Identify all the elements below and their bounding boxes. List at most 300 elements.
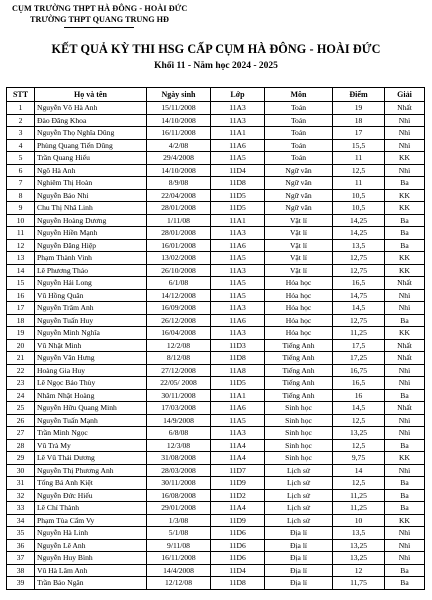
cell-score: 14,75 [333, 289, 385, 302]
cell-dob: 12/3/08 [147, 439, 211, 452]
cell-class: 11A3 [211, 264, 265, 277]
cell-score: 14 [333, 464, 385, 477]
cell-dob: 6/8/08 [147, 427, 211, 440]
cell-stt: 11 [7, 227, 35, 240]
table-row [7, 289, 425, 302]
cell-score: 12,5 [333, 439, 385, 452]
cell-award: Ba [385, 227, 425, 240]
cell-name: Phùng Quang Tiến Dũng [35, 139, 147, 152]
cell-class: 11A3 [211, 114, 265, 127]
table-row [7, 514, 425, 527]
cell-award: Ba [385, 239, 425, 252]
column-header-award: Giải [385, 88, 425, 102]
cell-name: Nguyễn Trâm Anh [35, 302, 147, 315]
cell-class: 11A4 [211, 502, 265, 515]
cell-subject: Lịch sử [265, 489, 333, 502]
cell-name: Nguyễn Hải Long [35, 277, 147, 290]
cell-award: Nhì [385, 127, 425, 140]
cell-award: Nhì [385, 377, 425, 390]
cell-name: Vũ Hà Lâm Anh [35, 564, 147, 577]
cell-name: Tống Bá Anh Kiệt [35, 477, 147, 490]
cell-dob: 13/02/2008 [147, 252, 211, 265]
cell-score: 19 [333, 102, 385, 115]
cell-dob: 31/08/2008 [147, 452, 211, 465]
cell-score: 17,5 [333, 339, 385, 352]
cell-name: Đào Đăng Khoa [35, 114, 147, 127]
cell-name: Nguyễn Minh Nghĩa [35, 327, 147, 340]
cell-award: Ba [385, 564, 425, 577]
table-row [7, 339, 425, 352]
table-row [7, 327, 425, 340]
cell-award: KK [385, 252, 425, 265]
cell-score: 10,5 [333, 189, 385, 202]
cell-subject: Toán [265, 102, 333, 115]
cell-subject: Vật lí [265, 239, 333, 252]
table-row [7, 414, 425, 427]
cell-stt: 21 [7, 352, 35, 365]
cell-dob: 12/12/08 [147, 577, 211, 590]
cell-class: 11A6 [211, 402, 265, 415]
cell-score: 16 [333, 389, 385, 402]
cell-name: Nguyễn Đức Hiếu [35, 489, 147, 502]
cell-name: Vũ Nhật Minh [35, 339, 147, 352]
table-row [7, 114, 425, 127]
cell-dob: 1/3/08 [147, 514, 211, 527]
cell-class: 11D4 [211, 164, 265, 177]
cell-stt: 29 [7, 452, 35, 465]
cell-stt: 19 [7, 327, 35, 340]
cell-name: Nguyễn Thị Phương Anh [35, 464, 147, 477]
cell-subject: Ngữ văn [265, 164, 333, 177]
cell-score: 15,5 [333, 139, 385, 152]
cell-award: KK [385, 189, 425, 202]
cell-dob: 22/05/ 2008 [147, 377, 211, 390]
cell-stt: 16 [7, 289, 35, 302]
cell-class: 11D9 [211, 477, 265, 490]
cell-stt: 7 [7, 177, 35, 190]
cell-subject: Lịch sử [265, 477, 333, 490]
cell-subject: Sinh học [265, 452, 333, 465]
cell-subject: Ngữ văn [265, 177, 333, 190]
cell-class: 11A5 [211, 152, 265, 165]
cell-name: Trần Bảo Ngân [35, 577, 147, 590]
cell-name: Nguyễn Hiền Mạnh [35, 227, 147, 240]
cell-dob: 17/03/2008 [147, 402, 211, 415]
cell-score: 9,75 [333, 452, 385, 465]
cell-dob: 16/01/2008 [147, 239, 211, 252]
cell-name: Nguyễn Lê Anh [35, 539, 147, 552]
header-underline [64, 27, 134, 28]
cell-score: 12,5 [333, 414, 385, 427]
cell-dob: 14/4/2008 [147, 564, 211, 577]
cell-dob: 22/04/2008 [147, 189, 211, 202]
cell-name: Nguyễn Vân Hưng [35, 352, 147, 365]
cell-stt: 24 [7, 389, 35, 402]
cell-subject: Toán [265, 114, 333, 127]
table-row [7, 139, 425, 152]
cell-name: Ngô Hà Anh [35, 164, 147, 177]
cell-dob: 16/11/2008 [147, 552, 211, 565]
results-table-body [7, 102, 425, 590]
cell-class: 11A1 [211, 214, 265, 227]
cell-class: 11D8 [211, 577, 265, 590]
cell-dob: 28/01/2008 [147, 202, 211, 215]
cell-score: 13,25 [333, 552, 385, 565]
table-row [7, 464, 425, 477]
cell-award: Nhì [385, 427, 425, 440]
cell-award: Ba [385, 477, 425, 490]
cell-class: 11D7 [211, 464, 265, 477]
table-header-row [7, 88, 425, 102]
cell-award: Nhì [385, 114, 425, 127]
cell-award: Nhì [385, 464, 425, 477]
cell-stt: 31 [7, 477, 35, 490]
table-row [7, 202, 425, 215]
cell-name: Trần Quang Hiếu [35, 152, 147, 165]
table-row [7, 427, 425, 440]
cell-dob: 5/1/08 [147, 527, 211, 540]
cell-class: 11A3 [211, 227, 265, 240]
cell-class: 11D5 [211, 189, 265, 202]
table-row [7, 277, 425, 290]
cell-subject: Vật lí [265, 264, 333, 277]
cell-subject: Ngữ văn [265, 189, 333, 202]
cell-subject: Toán [265, 152, 333, 165]
cell-subject: Tiếng Anh [265, 352, 333, 365]
cell-award: Nhì [385, 139, 425, 152]
cell-stt: 15 [7, 277, 35, 290]
cell-award: Ba [385, 314, 425, 327]
cell-subject: Sinh học [265, 439, 333, 452]
cell-class: 11D6 [211, 527, 265, 540]
table-row [7, 452, 425, 465]
cell-class: 11D9 [211, 514, 265, 527]
column-header-subject: Môn [265, 88, 333, 102]
cell-score: 17 [333, 127, 385, 140]
cell-class: 11A1 [211, 389, 265, 402]
cell-award: Nhất [385, 339, 425, 352]
column-header-score: Điểm [333, 88, 385, 102]
cell-award: Ba [385, 214, 425, 227]
cell-stt: 14 [7, 264, 35, 277]
column-header-dob: Ngày sinh [147, 88, 211, 102]
cell-dob: 8/12/08 [147, 352, 211, 365]
table-row [7, 377, 425, 390]
cell-name: Phạm Tùa Cẩm Vy [35, 514, 147, 527]
cell-subject: Lịch sử [265, 514, 333, 527]
cell-dob: 16/04/2008 [147, 327, 211, 340]
cell-score: 11,75 [333, 577, 385, 590]
cell-dob: 14/10/2008 [147, 114, 211, 127]
cell-dob: 27/12/2008 [147, 364, 211, 377]
cell-dob: 12/2/08 [147, 339, 211, 352]
cell-dob: 29/4/2008 [147, 152, 211, 165]
cell-name: Nhâm Nhật Hoàng [35, 389, 147, 402]
cell-stt: 22 [7, 364, 35, 377]
cell-award: Nhất [385, 102, 425, 115]
cell-dob: 28/01/2008 [147, 227, 211, 240]
cell-subject: Tiếng Anh [265, 364, 333, 377]
cell-class: 11D8 [211, 177, 265, 190]
cell-score: 11,25 [333, 489, 385, 502]
cell-subject: Sinh học [265, 402, 333, 415]
cell-stt: 9 [7, 202, 35, 215]
cell-stt: 28 [7, 439, 35, 452]
cell-dob: 26/12/2008 [147, 314, 211, 327]
table-row [7, 152, 425, 165]
cell-stt: 13 [7, 252, 35, 265]
cell-dob: 14/9/2008 [147, 414, 211, 427]
cell-class: 11A3 [211, 327, 265, 340]
cell-subject: Tiếng Anh [265, 339, 333, 352]
cell-award: Nhì [385, 414, 425, 427]
cell-class: 11A8 [211, 364, 265, 377]
table-row [7, 439, 425, 452]
cell-score: 13,25 [333, 427, 385, 440]
cell-score: 16,75 [333, 364, 385, 377]
column-header-stt: STT [7, 88, 35, 102]
table-row [7, 489, 425, 502]
table-row [7, 477, 425, 490]
cell-subject: Hóa học [265, 327, 333, 340]
cell-class: 11A5 [211, 277, 265, 290]
school-header: TRƯỜNG THPT QUANG TRUNG HĐ [30, 15, 169, 24]
table-row [7, 539, 425, 552]
cell-dob: 16/11/2008 [147, 127, 211, 140]
cell-award: Ba [385, 577, 425, 590]
cell-name: Nguyễn Bảo Nhi [35, 189, 147, 202]
cell-dob: 15/11/2008 [147, 102, 211, 115]
table-row [7, 214, 425, 227]
cell-stt: 35 [7, 527, 35, 540]
cell-dob: 14/12/2008 [147, 289, 211, 302]
cell-stt: 39 [7, 577, 35, 590]
cell-name: Nguyễn Thọ Nghĩa Dũng [35, 127, 147, 140]
cell-subject: Tiếng Anh [265, 377, 333, 390]
cell-subject: Hóa học [265, 289, 333, 302]
cell-class: 11A6 [211, 239, 265, 252]
cell-class: 11D3 [211, 339, 265, 352]
cell-name: Vũ Hồng Quân [35, 289, 147, 302]
cell-class: 11D4 [211, 564, 265, 577]
cell-award: Ba [385, 489, 425, 502]
cell-class: 11A5 [211, 414, 265, 427]
cell-subject: Hóa học [265, 277, 333, 290]
cell-subject: Địa lí [265, 552, 333, 565]
cell-score: 11,25 [333, 502, 385, 515]
cell-stt: 8 [7, 189, 35, 202]
cell-score: 14,5 [333, 402, 385, 415]
cell-name: Chu Thị Nhã Linh [35, 202, 147, 215]
cell-dob: 16/09/2008 [147, 302, 211, 315]
cell-award: KK [385, 327, 425, 340]
table-row [7, 252, 425, 265]
cell-class: 11A5 [211, 252, 265, 265]
cell-subject: Ngữ văn [265, 202, 333, 215]
cell-class: 11A3 [211, 427, 265, 440]
cell-name: Nghiêm Thị Hoàn [35, 177, 147, 190]
table-row [7, 102, 425, 115]
cell-stt: 25 [7, 402, 35, 415]
cell-dob: 29/01/2008 [147, 502, 211, 515]
cell-dob: 26/10/2008 [147, 264, 211, 277]
cell-score: 12,5 [333, 477, 385, 490]
cell-subject: Vật lí [265, 252, 333, 265]
cell-stt: 6 [7, 164, 35, 177]
cell-award: Nhì [385, 302, 425, 315]
cell-class: 11A4 [211, 439, 265, 452]
table-row [7, 577, 425, 590]
cell-score: 12,75 [333, 252, 385, 265]
cell-score: 11 [333, 177, 385, 190]
results-table [6, 87, 425, 590]
cell-award: Nhất [385, 402, 425, 415]
table-row [7, 239, 425, 252]
table-row [7, 227, 425, 240]
cell-stt: 26 [7, 414, 35, 427]
cell-score: 10,5 [333, 202, 385, 215]
cell-subject: Địa lí [265, 527, 333, 540]
cell-stt: 37 [7, 552, 35, 565]
cell-name: Nguyễn Tuấn Huy [35, 314, 147, 327]
table-row [7, 364, 425, 377]
cell-subject: Hóa học [265, 302, 333, 315]
cell-score: 16,5 [333, 277, 385, 290]
cell-class: 11A5 [211, 289, 265, 302]
cell-class: 11A1 [211, 127, 265, 140]
cell-class: 11A6 [211, 139, 265, 152]
cell-name: Nguyễn Hữu Quang Minh [35, 402, 147, 415]
table-row [7, 527, 425, 540]
cell-stt: 3 [7, 127, 35, 140]
cell-score: 18 [333, 114, 385, 127]
cell-class: 11A6 [211, 314, 265, 327]
table-row [7, 402, 425, 415]
cell-stt: 5 [7, 152, 35, 165]
cell-subject: Lịch sử [265, 502, 333, 515]
cell-class: 11D5 [211, 377, 265, 390]
cell-name: Nguyễn Huy Bình [35, 552, 147, 565]
cell-stt: 17 [7, 302, 35, 315]
cell-score: 13,5 [333, 239, 385, 252]
cell-award: Nhì [385, 552, 425, 565]
column-header-class: Lớp [211, 88, 265, 102]
cell-stt: 30 [7, 464, 35, 477]
cell-class: 11D5 [211, 202, 265, 215]
cell-award: Ba [385, 439, 425, 452]
table-row [7, 552, 425, 565]
cell-award: Nhì [385, 539, 425, 552]
column-header-name: Họ và tên [35, 88, 147, 102]
cell-class: 11D8 [211, 352, 265, 365]
document-subtitle: Khối 11 - Năm học 2024 - 2025 [154, 61, 278, 71]
cell-name: Phạm Thành Vinh [35, 252, 147, 265]
cell-award: Nhì [385, 164, 425, 177]
table-row [7, 302, 425, 315]
cell-award: KK [385, 452, 425, 465]
cell-stt: 34 [7, 514, 35, 527]
cell-dob: 8/9/08 [147, 177, 211, 190]
cell-stt: 36 [7, 539, 35, 552]
table-row [7, 502, 425, 515]
cell-name: Nguyễn Tuấn Mạnh [35, 414, 147, 427]
table-row [7, 189, 425, 202]
cell-stt: 10 [7, 214, 35, 227]
cell-score: 17,25 [333, 352, 385, 365]
cell-award: KK [385, 514, 425, 527]
cell-dob: 4/2/08 [147, 139, 211, 152]
cell-subject: Vật lí [265, 227, 333, 240]
cell-dob: 14/10/2008 [147, 164, 211, 177]
cell-award: Ba [385, 502, 425, 515]
cell-class: 11D6 [211, 539, 265, 552]
cell-award: Ba [385, 177, 425, 190]
cell-name: Lê Chí Thành [35, 502, 147, 515]
cell-dob: 16/08/2008 [147, 489, 211, 502]
table-row [7, 314, 425, 327]
cell-name: Nguyễn Hà Linh [35, 527, 147, 540]
cell-stt: 1 [7, 102, 35, 115]
cell-subject: Địa lí [265, 539, 333, 552]
cell-stt: 12 [7, 239, 35, 252]
cell-name: Trần Minh Ngọc [35, 427, 147, 440]
table-row [7, 164, 425, 177]
cell-stt: 27 [7, 427, 35, 440]
cell-score: 14,25 [333, 214, 385, 227]
cell-subject: Toán [265, 127, 333, 140]
table-row [7, 564, 425, 577]
cell-score: 12,75 [333, 314, 385, 327]
cell-award: Nhất [385, 352, 425, 365]
cell-score: 11 [333, 152, 385, 165]
cell-score: 14,25 [333, 227, 385, 240]
cell-award: Nhất [385, 277, 425, 290]
document-title: KẾT QUẢ KỲ THI HSG CẤP CỤM HÀ ĐÔNG - HOÀI ĐỨC [51, 42, 381, 56]
table-row [7, 264, 425, 277]
cell-subject: Lịch sử [265, 464, 333, 477]
cell-score: 10 [333, 514, 385, 527]
cell-subject: Toán [265, 139, 333, 152]
cell-score: 12 [333, 564, 385, 577]
cell-name: Lê Vũ Thái Dương [35, 452, 147, 465]
cell-dob: 6/1/08 [147, 277, 211, 290]
cell-name: Hoàng Gia Huy [35, 364, 147, 377]
cell-name: Lê Phương Thảo [35, 264, 147, 277]
cell-class: 11A4 [211, 452, 265, 465]
cell-dob: 30/11/2008 [147, 389, 211, 402]
cell-score: 13,5 [333, 527, 385, 540]
table-row [7, 127, 425, 140]
cell-class: 11A3 [211, 302, 265, 315]
cell-award: KK [385, 152, 425, 165]
cell-score: 16,5 [333, 377, 385, 390]
cell-stt: 18 [7, 314, 35, 327]
cell-stt: 20 [7, 339, 35, 352]
table-row [7, 352, 425, 365]
cell-award: Ba [385, 389, 425, 402]
cell-dob: 30/11/2008 [147, 477, 211, 490]
cell-name: Lê Ngọc Bảo Thùy [35, 377, 147, 390]
cell-class: 11D6 [211, 552, 265, 565]
cell-award: KK [385, 264, 425, 277]
cell-subject: Sinh học [265, 427, 333, 440]
cell-score: 14,5 [333, 302, 385, 315]
cell-name: Vũ Trà My [35, 439, 147, 452]
cell-dob: 9/11/08 [147, 539, 211, 552]
cluster-header: CỤM TRƯỜNG THPT HÀ ĐÔNG - HOÀI ĐỨC [12, 4, 188, 13]
cell-award: Nhì [385, 364, 425, 377]
cell-subject: Hóa học [265, 314, 333, 327]
